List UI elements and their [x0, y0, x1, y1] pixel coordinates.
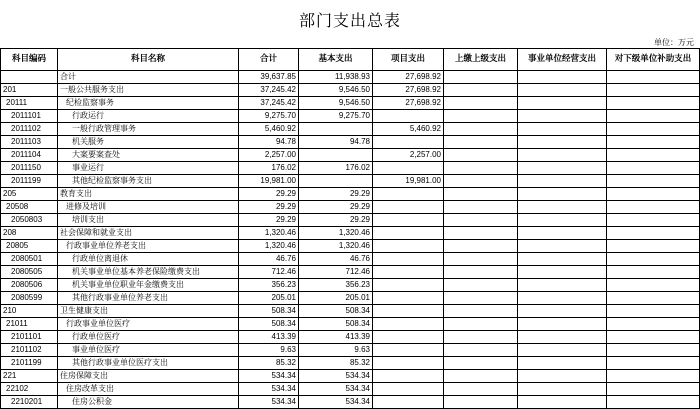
cell-code: 20805	[1, 240, 58, 253]
table-row	[1, 97, 700, 110]
cell-basic: 9.63	[299, 344, 373, 357]
cell-business	[518, 175, 607, 188]
cell-total: 356.23	[239, 279, 299, 292]
cell-name: 行政单位离退休	[58, 253, 239, 266]
table-row	[1, 331, 700, 344]
cell-total: 2,257.00	[239, 149, 299, 162]
cell-total: 712.46	[239, 266, 299, 279]
cell-basic: 9,546.50	[299, 84, 373, 97]
cell-basic: 356.23	[299, 279, 373, 292]
cell-code: 2080599	[1, 292, 58, 305]
header-total: 合计	[239, 49, 299, 71]
table-row	[1, 84, 700, 97]
cell-total: 413.39	[239, 331, 299, 344]
cell-business	[518, 201, 607, 214]
cell-name: 社会保障和就业支出	[58, 227, 239, 240]
cell-project	[373, 201, 444, 214]
cell-name: 行政事业单位医疗	[58, 318, 239, 331]
cell-code	[1, 71, 58, 84]
cell-project: 27,698.92	[373, 97, 444, 110]
cell-basic: 46.76	[299, 253, 373, 266]
cell-code: 2011101	[1, 110, 58, 123]
cell-upper	[444, 305, 518, 318]
cell-subsidy	[607, 214, 700, 227]
cell-code: 20508	[1, 201, 58, 214]
table-row	[1, 162, 700, 175]
cell-upper	[444, 71, 518, 84]
table-row	[1, 110, 700, 123]
cell-code: 22102	[1, 383, 58, 396]
cell-business	[518, 305, 607, 318]
page-title: 部门支出总表	[298, 11, 401, 30]
table-row	[1, 357, 700, 370]
table-row	[1, 71, 700, 84]
cell-total: 37,245.42	[239, 97, 299, 110]
cell-code: 21011	[1, 318, 58, 331]
cell-total: 176.02	[239, 162, 299, 175]
cell-project	[373, 279, 444, 292]
cell-code: 2011199	[1, 175, 58, 188]
cell-subsidy	[607, 149, 700, 162]
table-row	[1, 279, 700, 292]
cell-project	[373, 383, 444, 396]
cell-subsidy	[607, 227, 700, 240]
table-row	[1, 344, 700, 357]
cell-total: 534.34	[239, 383, 299, 396]
cell-business	[518, 71, 607, 84]
cell-code: 201	[1, 84, 58, 97]
cell-name: 机关服务	[58, 136, 239, 149]
cell-total: 39,637.85	[239, 71, 299, 84]
cell-business	[518, 110, 607, 123]
cell-total: 85.32	[239, 357, 299, 370]
cell-project	[373, 292, 444, 305]
cell-upper	[444, 214, 518, 227]
cell-code: 2080501	[1, 253, 58, 266]
cell-project	[373, 188, 444, 201]
cell-basic: 205.01	[299, 292, 373, 305]
cell-basic: 413.39	[299, 331, 373, 344]
table-row	[1, 240, 700, 253]
cell-code: 2101199	[1, 357, 58, 370]
cell-project: 19,981.00	[373, 175, 444, 188]
cell-basic: 1,320.46	[299, 227, 373, 240]
cell-code: 2011102	[1, 123, 58, 136]
cell-project	[373, 344, 444, 357]
cell-code: 2011150	[1, 162, 58, 175]
cell-project	[373, 214, 444, 227]
cell-basic	[299, 175, 373, 188]
cell-subsidy	[607, 292, 700, 305]
cell-upper	[444, 292, 518, 305]
cell-total: 205.01	[239, 292, 299, 305]
table-row	[1, 123, 700, 136]
cell-code: 20111	[1, 97, 58, 110]
cell-upper	[444, 84, 518, 97]
cell-subsidy	[607, 136, 700, 149]
header-upper: 上缴上级支出	[444, 49, 518, 71]
cell-project	[373, 253, 444, 266]
cell-basic	[299, 149, 373, 162]
cell-name: 合计	[58, 71, 239, 84]
cell-project	[373, 396, 444, 409]
cell-business	[518, 240, 607, 253]
table-row	[1, 136, 700, 149]
cell-upper	[444, 396, 518, 409]
cell-basic: 11,938.93	[299, 71, 373, 84]
cell-code: 2011103	[1, 136, 58, 149]
cell-upper	[444, 253, 518, 266]
header-code: 科目编码	[1, 49, 58, 71]
cell-upper	[444, 279, 518, 292]
cell-business	[518, 357, 607, 370]
cell-project	[373, 240, 444, 253]
cell-subsidy	[607, 110, 700, 123]
cell-code: 2050803	[1, 214, 58, 227]
cell-basic: 534.34	[299, 383, 373, 396]
cell-basic: 9,546.50	[299, 97, 373, 110]
cell-project	[373, 357, 444, 370]
cell-subsidy	[607, 84, 700, 97]
cell-business	[518, 97, 607, 110]
cell-upper	[444, 318, 518, 331]
cell-project: 5,460.92	[373, 123, 444, 136]
cell-name: 事业运行	[58, 162, 239, 175]
cell-basic: 85.32	[299, 357, 373, 370]
header-name: 科目名称	[58, 49, 239, 71]
cell-basic: 29.29	[299, 188, 373, 201]
cell-name: 纪检监察事务	[58, 97, 239, 110]
cell-business	[518, 253, 607, 266]
cell-subsidy	[607, 240, 700, 253]
cell-upper	[444, 162, 518, 175]
cell-subsidy	[607, 188, 700, 201]
table-row	[1, 149, 700, 162]
cell-basic: 29.29	[299, 214, 373, 227]
header-subsidy: 对下级单位补助支出	[607, 49, 700, 71]
cell-total: 534.34	[239, 370, 299, 383]
cell-name: 培训支出	[58, 214, 239, 227]
cell-name: 大案要案查处	[58, 149, 239, 162]
cell-name: 住房保障支出	[58, 370, 239, 383]
cell-business	[518, 227, 607, 240]
cell-code: 205	[1, 188, 58, 201]
cell-subsidy	[607, 331, 700, 344]
table-row	[1, 188, 700, 201]
cell-project: 27,698.92	[373, 71, 444, 84]
cell-total: 9,275.70	[239, 110, 299, 123]
cell-code: 2080506	[1, 279, 58, 292]
cell-total: 508.34	[239, 305, 299, 318]
cell-basic: 508.34	[299, 318, 373, 331]
cell-upper	[444, 97, 518, 110]
cell-project	[373, 136, 444, 149]
expenditure-table	[0, 48, 700, 409]
cell-name: 住房公积金	[58, 396, 239, 409]
table-body	[1, 71, 700, 409]
cell-project	[373, 162, 444, 175]
cell-basic: 176.02	[299, 162, 373, 175]
cell-name: 事业单位医疗	[58, 344, 239, 357]
cell-name: 一般行政管理事务	[58, 123, 239, 136]
table-row	[1, 396, 700, 409]
cell-business	[518, 123, 607, 136]
cell-business	[518, 292, 607, 305]
cell-code: 210	[1, 305, 58, 318]
cell-upper	[444, 383, 518, 396]
header-project: 项目支出	[373, 49, 444, 71]
cell-total: 534.34	[239, 396, 299, 409]
cell-code: 221	[1, 370, 58, 383]
cell-project	[373, 370, 444, 383]
cell-subsidy	[607, 162, 700, 175]
cell-total: 37,245.42	[239, 84, 299, 97]
cell-business	[518, 370, 607, 383]
cell-basic: 712.46	[299, 266, 373, 279]
cell-business	[518, 136, 607, 149]
cell-upper	[444, 136, 518, 149]
unit-label: 单位：万元	[654, 38, 694, 47]
cell-total: 1,320.46	[239, 240, 299, 253]
cell-subsidy	[607, 396, 700, 409]
cell-subsidy	[607, 357, 700, 370]
cell-name: 其他纪检监察事务支出	[58, 175, 239, 188]
cell-total: 46.76	[239, 253, 299, 266]
cell-business	[518, 344, 607, 357]
cell-name: 进修及培训	[58, 201, 239, 214]
cell-name: 卫生健康支出	[58, 305, 239, 318]
cell-code: 2210201	[1, 396, 58, 409]
cell-upper	[444, 240, 518, 253]
cell-name: 其他行政事业单位医疗支出	[58, 357, 239, 370]
cell-basic: 1,320.46	[299, 240, 373, 253]
cell-code: 2101102	[1, 344, 58, 357]
cell-total: 19,981.00	[239, 175, 299, 188]
cell-subsidy	[607, 305, 700, 318]
cell-basic: 29.29	[299, 201, 373, 214]
cell-basic: 534.34	[299, 370, 373, 383]
table-row	[1, 305, 700, 318]
cell-subsidy	[607, 71, 700, 84]
cell-business	[518, 188, 607, 201]
cell-subsidy	[607, 318, 700, 331]
cell-subsidy	[607, 344, 700, 357]
cell-project	[373, 266, 444, 279]
cell-upper	[444, 370, 518, 383]
cell-business	[518, 331, 607, 344]
cell-subsidy	[607, 123, 700, 136]
header-business: 事业单位经营支出	[518, 49, 607, 71]
cell-subsidy	[607, 266, 700, 279]
cell-basic: 534.34	[299, 396, 373, 409]
cell-code: 2101101	[1, 331, 58, 344]
cell-name: 机关事业单位基本养老保险缴费支出	[58, 266, 239, 279]
cell-basic: 9,275.70	[299, 110, 373, 123]
cell-upper	[444, 201, 518, 214]
cell-upper	[444, 227, 518, 240]
cell-business	[518, 383, 607, 396]
table-row	[1, 227, 700, 240]
cell-name: 教育支出	[58, 188, 239, 201]
table-row	[1, 292, 700, 305]
cell-project	[373, 318, 444, 331]
cell-business	[518, 396, 607, 409]
cell-total: 29.29	[239, 188, 299, 201]
cell-total: 1,320.46	[239, 227, 299, 240]
cell-upper	[444, 175, 518, 188]
cell-total: 5,460.92	[239, 123, 299, 136]
cell-subsidy	[607, 279, 700, 292]
cell-upper	[444, 357, 518, 370]
cell-project	[373, 331, 444, 344]
cell-upper	[444, 123, 518, 136]
cell-business	[518, 318, 607, 331]
cell-total: 9.63	[239, 344, 299, 357]
cell-code: 2080505	[1, 266, 58, 279]
cell-code: 2011104	[1, 149, 58, 162]
cell-subsidy	[607, 253, 700, 266]
table-row	[1, 253, 700, 266]
cell-total: 29.29	[239, 214, 299, 227]
cell-project	[373, 227, 444, 240]
cell-project: 27,698.92	[373, 84, 444, 97]
cell-upper	[444, 266, 518, 279]
cell-upper	[444, 344, 518, 357]
cell-business	[518, 162, 607, 175]
cell-subsidy	[607, 383, 700, 396]
table-row	[1, 266, 700, 279]
cell-total: 508.34	[239, 318, 299, 331]
cell-name: 一般公共服务支出	[58, 84, 239, 97]
cell-total: 94.78	[239, 136, 299, 149]
cell-project	[373, 305, 444, 318]
cell-project	[373, 110, 444, 123]
table-row	[1, 214, 700, 227]
cell-basic: 508.34	[299, 305, 373, 318]
cell-upper	[444, 149, 518, 162]
cell-upper	[444, 188, 518, 201]
cell-code: 208	[1, 227, 58, 240]
cell-upper	[444, 331, 518, 344]
cell-total: 29.29	[239, 201, 299, 214]
header-row	[1, 49, 700, 71]
cell-subsidy	[607, 175, 700, 188]
cell-basic: 94.78	[299, 136, 373, 149]
table-row	[1, 318, 700, 331]
cell-subsidy	[607, 370, 700, 383]
cell-name: 行政单位医疗	[58, 331, 239, 344]
cell-upper	[444, 110, 518, 123]
cell-name: 其他行政事业单位养老支出	[58, 292, 239, 305]
cell-basic	[299, 123, 373, 136]
table-row	[1, 175, 700, 188]
cell-name: 行政运行	[58, 110, 239, 123]
cell-name: 住房改革支出	[58, 383, 239, 396]
table-row	[1, 383, 700, 396]
cell-name: 机关事业单位职业年金缴费支出	[58, 279, 239, 292]
cell-business	[518, 266, 607, 279]
header-basic: 基本支出	[299, 49, 373, 71]
table-row	[1, 201, 700, 214]
cell-business	[518, 279, 607, 292]
cell-subsidy	[607, 201, 700, 214]
cell-subsidy	[607, 97, 700, 110]
cell-project: 2,257.00	[373, 149, 444, 162]
cell-business	[518, 149, 607, 162]
cell-business	[518, 214, 607, 227]
table-row	[1, 370, 700, 383]
cell-name: 行政事业单位养老支出	[58, 240, 239, 253]
cell-business	[518, 84, 607, 97]
